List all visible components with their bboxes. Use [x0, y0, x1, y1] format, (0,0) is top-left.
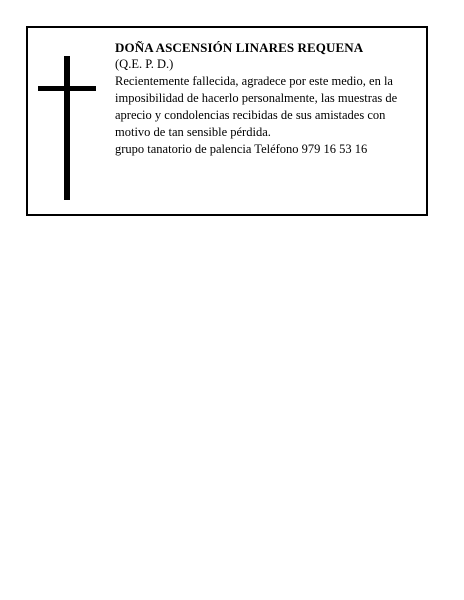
cross-vertical-bar [64, 56, 70, 200]
gratitude-message: Recientemente fallecida, agradece por este medio, en la imposibilidad de hacerlo personalmente, las muestras de aprecio y condolencias recibidas de sus amistades con motivo de tan sensible pérdida. [115, 74, 398, 139]
rip-abbreviation: (Q.E. P. D.) [115, 57, 174, 71]
cross-horizontal-bar [38, 86, 96, 91]
notice-text [115, 39, 420, 158]
cross-icon [38, 56, 98, 200]
funeral-home-contact: grupo tanatorio de palencia Teléfono 979 16 53 16 [115, 142, 368, 156]
deceased-name: DOÑA ASCENSIÓN LINARES REQUENA [115, 40, 364, 55]
obituary-notice [26, 26, 428, 216]
